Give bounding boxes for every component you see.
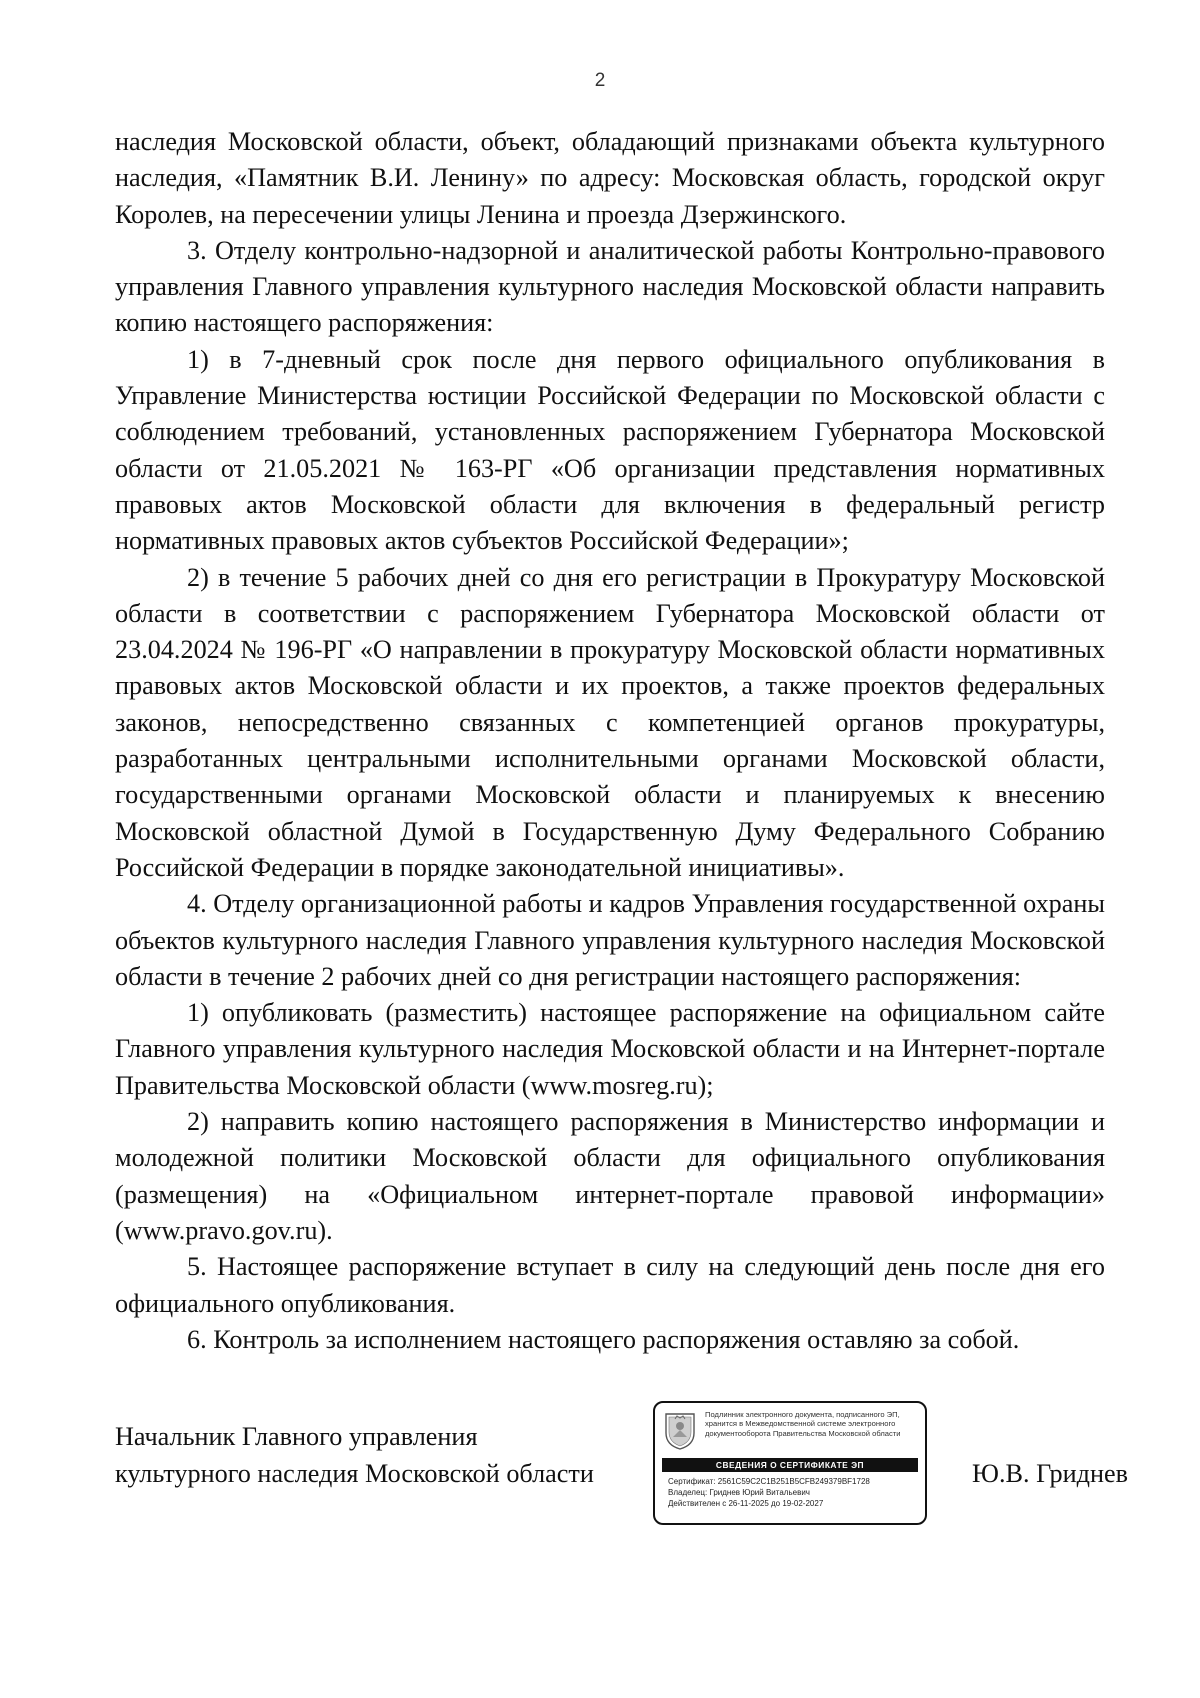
stamp-header: СВЕДЕНИЯ О СЕРТИФИКАТЕ ЭП xyxy=(662,1458,918,1472)
paragraph-item-3-2: 2) в течение 5 рабочих дней со дня его регистрации в Прокуратуру Московской области в соответствии с распоряжением Губернатора Московской области от 23.04.2024 № 196-РГ «О направлении в прокуратуру Московской области нормативных правовых актов Московской области и их проектов, а также проектов федеральных законов, непосредственно связанных с компетенцией органов прокуратуры, разработанных центральными исполнительными органами Московской области, государственными органами Московской области и планируемых к внесению Московской областной Думой в Государственную Думу Федерального Собранию Российской Федерации в порядке законодательной инициативы». xyxy=(115,562,1105,882)
page-number: 2 xyxy=(594,70,606,91)
moscow-oblast-coat-of-arms-icon xyxy=(663,1411,697,1451)
stamp-notice-line-2: хранится в Межведомственной системе электронного xyxy=(705,1419,896,1429)
paragraph-item-4: 4. Отделу организационной работы и кадров Управления государственной охраны объектов культурного наследия Главного управления культурного наследия Московской области в течение 2 рабочих дней со дня регистрации настоящего распоряжения: xyxy=(115,889,1105,991)
paragraph-item-5: 5. Настоящее распоряжение вступает в силу на следующий день после дня его официального опубликования. xyxy=(115,1252,1105,1318)
signatory-name: Ю.В. Гриднев xyxy=(972,1459,1128,1488)
paragraph-continuation: наследия Московской области, объект, обладающий признаками объекта культурного наследия, «Памятник В.И. Ленину» по адресу: Московская область, городской округ Королев, на пересечении улицы Ленина и проезда Дзержинского. xyxy=(115,127,1105,229)
paragraph-item-4-2: 2) направить копию настоящего распоряжения в Министерство информации и молодежной политики Московской области для официального опубликования (размещения) на «Официальном интернет-портале правовой информации» (www.pravo.gov.ru). xyxy=(115,1107,1105,1245)
paragraph-item-3-1: 1) в 7-дневный срок после дня первого официального опубликования в Управление Министерства юстиции Российской Федерации по Московской области с соблюдением требований, установленных распоряжением Губернатора Московской области от 21.05.2021 № 163-РГ «Об организации представления нормативных правовых актов Московской области для включения в федеральный регистр нормативных правовых актов субъектов Российской Федерации»; xyxy=(115,344,1105,556)
stamp-validity: Действителен с 26-11-2025 до 19-02-2027 xyxy=(668,1499,824,1508)
stamp-notice xyxy=(705,1410,921,1438)
signatory-position-line-2: культурного наследия Московской области xyxy=(115,1459,594,1488)
stamp-certificate-details xyxy=(668,1476,920,1509)
paragraph-item-6: 6. Контроль за исполнением настоящего распоряжения оставляю за собой. xyxy=(187,1324,1020,1354)
stamp-notice-line-3: документооборота Правительства Московской области xyxy=(705,1428,901,1438)
signatory-position-line-1: Начальник Главного управления xyxy=(115,1422,478,1451)
electronic-signature-stamp xyxy=(653,1401,927,1525)
paragraph-item-4-1: 1) опубликовать (разместить) настоящее распоряжение на официальном сайте Главного управления культурного наследия Московской области и на Интернет-портале Правительства Московской области (www.mosreg.ru); xyxy=(115,998,1105,1100)
stamp-certificate-number: Сертификат: 2561C59C2C1B251B5CFB249379BF1728 xyxy=(668,1477,870,1486)
stamp-owner: Владелец: Гриднев Юрий Витальевич xyxy=(668,1488,810,1497)
paragraph-item-3: 3. Отделу контрольно-надзорной и аналитической работы Контрольно-правового управления Главного управления культурного наследия Московской области направить копию настоящего распоряжения: xyxy=(115,235,1105,338)
document-body xyxy=(115,124,1105,1358)
signatory-position xyxy=(115,1418,594,1492)
stamp-notice-line-1: Подлинник электронного документа, подписанного ЭП, xyxy=(705,1410,900,1419)
